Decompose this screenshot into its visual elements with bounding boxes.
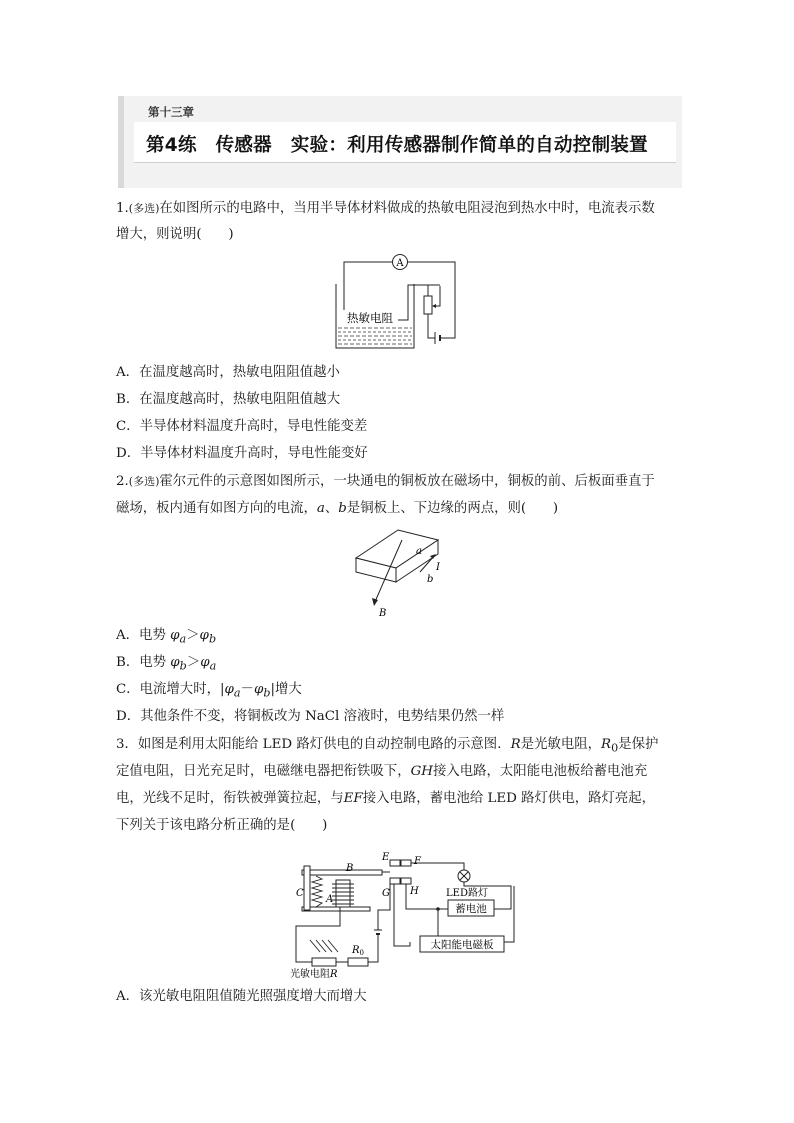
label-F: F (414, 856, 421, 867)
q1-stem-line1 (116, 200, 655, 217)
operator: ＞ (186, 628, 200, 643)
label-E: E (382, 852, 390, 863)
page-title: 第4练 传感器 实验：利用传感器制作简单的自动控制装置 (146, 135, 648, 156)
var-R0: R (601, 737, 612, 752)
label-H: H (410, 886, 419, 897)
phi: φ (199, 628, 209, 643)
resistor-R0 (348, 958, 368, 966)
q2-option-a (116, 627, 216, 648)
q1-stem-text1: 在如图所示的电路中，当用半导体材料做成的热敏电阻浸泡到热水中时，电流表示数 (159, 201, 655, 216)
phi: φ (170, 655, 180, 670)
opt-c-suffix: |增大 (270, 682, 302, 697)
light-arrows (310, 940, 338, 952)
q1-option-c: C．半导体材料温度升高时，导电性能变差 (116, 419, 368, 434)
label-G: G (382, 888, 390, 899)
label-B: B (346, 863, 354, 874)
q2-number: 2. (116, 474, 129, 489)
label-panel: 太阳能电磁板 (430, 939, 494, 951)
phi: φ (253, 682, 264, 697)
q3-stem-line2 (116, 763, 647, 780)
subscript: a (233, 686, 241, 700)
subscript: b (208, 632, 217, 646)
armature (302, 870, 382, 875)
var-EF: EF (343, 791, 363, 806)
q3-text-3b: 接入电路，蓄电池给 LED 路灯供电，路灯亮起， (362, 791, 656, 806)
chapter-label: 第十三章 (148, 105, 194, 119)
q3-option-a: A．该光敏电阻阻值随光照强度增大而增大 (116, 989, 367, 1004)
q2-figure (352, 520, 452, 618)
slider-arrow (432, 304, 436, 308)
operator: ＞ (186, 655, 201, 670)
label-B: B (379, 608, 387, 619)
var-a: a (316, 501, 325, 516)
relay-base (302, 907, 370, 911)
q1-option-a: A．在温度越高时，热敏电阻阻值越小 (116, 365, 340, 380)
subscript: a (179, 632, 187, 646)
q2-stem-text2a: 磁场，板内通有如图方向的电流， (116, 501, 317, 516)
pivot-post (304, 866, 310, 910)
phi: φ (224, 682, 234, 697)
q2-stem-text2b: 是铜板上、下边缘的两点，则( ) (346, 501, 559, 516)
phi: φ (170, 628, 180, 643)
operator: － (240, 682, 254, 697)
label-led: LED路灯 (446, 888, 488, 899)
q3-figure (290, 840, 518, 980)
opt-c-prefix: C．电流增大时，| (116, 682, 225, 697)
b-field-arrowhead (372, 598, 378, 606)
var-R: R (510, 737, 521, 752)
ammeter-label: A (396, 258, 404, 269)
var-b: b (338, 501, 347, 516)
label-battery: 蓄电池 (455, 903, 487, 915)
title-box (134, 122, 676, 162)
sep: 、 (324, 501, 339, 516)
q2-stem-line2 (116, 500, 558, 517)
q2-tag: (多选) (128, 475, 160, 488)
q2-stem-line1 (116, 473, 655, 490)
label-I: I (436, 562, 440, 573)
q3-text-2b: 接入电路，太阳能电池板给蓄电池充 (432, 764, 648, 779)
q3-text-3a: 电，光线不足时，衔铁被弹簧拉起，与 (116, 791, 344, 806)
subscript: b (179, 659, 187, 673)
spring (312, 876, 322, 907)
q3-text-1b: 是光敏电阻， (520, 737, 602, 752)
q2-stem-text1: 霍尔元件的示意图如图所示，一块通电的铜板放在磁场中，铜板的前、后板面垂直于 (159, 474, 655, 489)
control-circuit (296, 907, 378, 962)
q3-text-1c: 是保护 (618, 737, 659, 752)
q1-option-d: D．半导体材料温度升高时，导电性能变好 (116, 446, 368, 461)
junction (436, 907, 440, 911)
var-GH: GH (410, 764, 433, 779)
q1-stem-line2: 增大，则说明( ) (116, 227, 234, 242)
label-photoresistor: 光敏电阻R (290, 969, 338, 980)
label-R0: $R_0$ (352, 945, 364, 957)
opt-a-prefix: A．电势 (116, 628, 171, 643)
thermistor-label: 热敏电阻 (347, 311, 393, 325)
opt-b-prefix: B．电势 (116, 655, 171, 670)
q3-stem-line3 (116, 790, 655, 807)
q2-option-b (116, 654, 216, 675)
q1-option-b: B．在温度越高时，热敏电阻阻值越大 (116, 392, 341, 407)
contact-E (390, 860, 400, 866)
q1-figure (330, 250, 470, 356)
q3-stem-line4: 下列关于该电路分析正确的是( ) (116, 818, 328, 833)
label-C: C (296, 888, 304, 899)
q2-option-d: D．其他条件不变，将铜板改为 NaCl 溶液时，电势结果仍然一样 (116, 709, 505, 724)
contact-G (390, 878, 400, 884)
q3-text-2a: 定值电阻，日光充足时，电磁继电器把衔铁吸下， (116, 764, 411, 779)
q1-number: 1. (116, 201, 129, 216)
subscript: b (263, 686, 271, 700)
rheostat (424, 296, 432, 314)
label-A: A (326, 894, 334, 905)
q3-text-1a: 3．如图是利用太阳能给 LED 路灯供电的自动控制电路的示意图． (116, 737, 511, 752)
contact-H (401, 878, 411, 884)
photoresistor (312, 958, 336, 966)
label-a: a (416, 546, 422, 557)
subscript: a (209, 659, 217, 673)
label-b: b (427, 574, 434, 585)
q3-stem-line1 (116, 736, 658, 757)
rheostat-slider (433, 286, 440, 306)
var-R0-sub: 0 (611, 741, 619, 755)
contact-F (401, 860, 411, 866)
q1-tag: (多选) (128, 202, 160, 215)
phi: φ (200, 655, 210, 670)
q2-option-c (116, 681, 302, 702)
